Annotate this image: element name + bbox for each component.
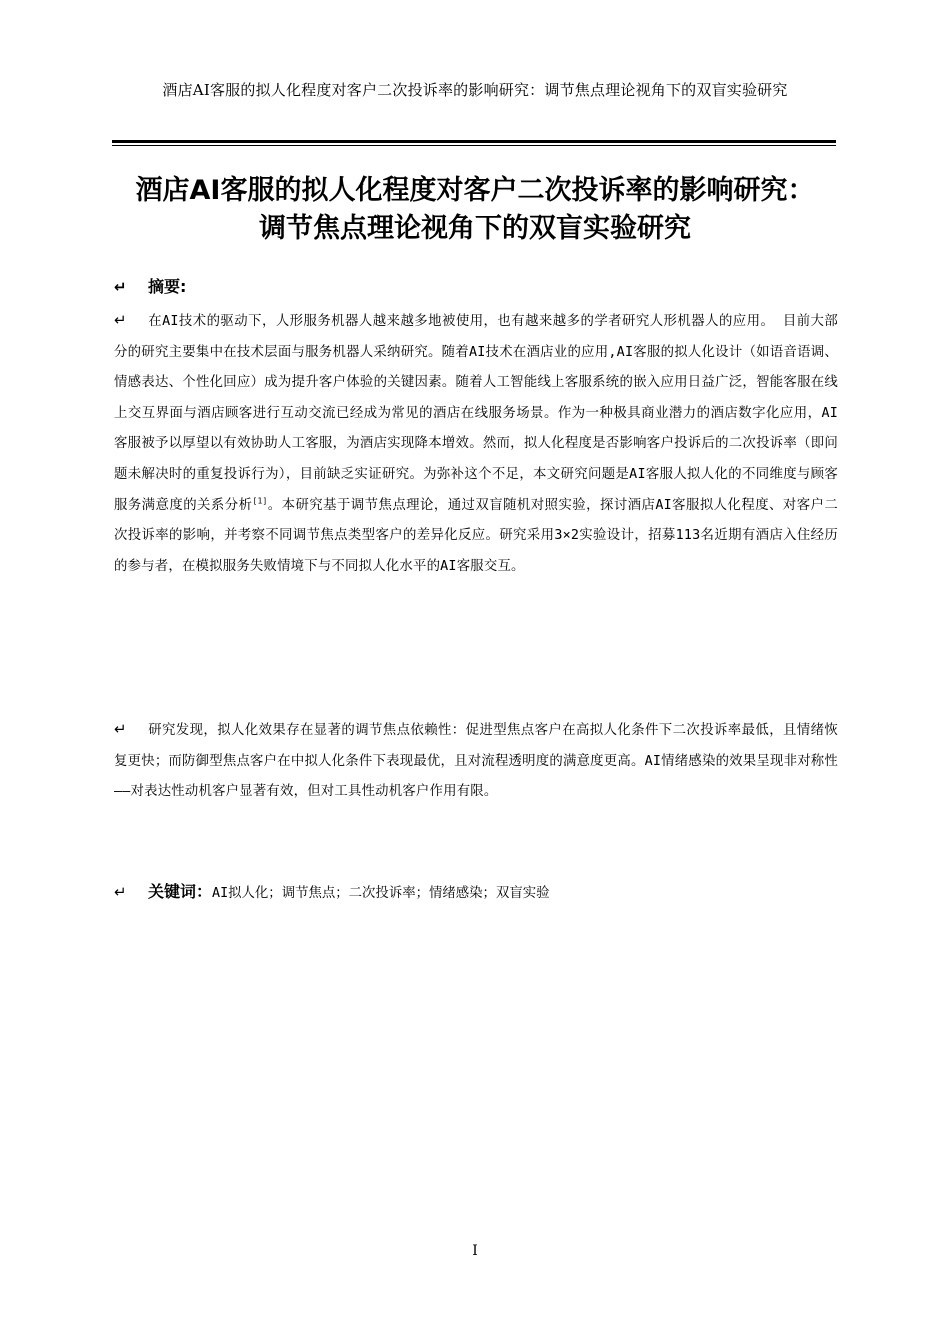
abstract-p1-text: 在AI技术的驱动下，人形服务机器人越来越多地被使用，也有越来越多的学者研究人形机器人的应用。 目前大部分的研究主要集中在技术层面与服务机器人采纳研究。随着AI技术在酒店业的应用,AI客服的拟人化设计（如语音语调、情感表达、个性化回应）成为提升客户体验的关键因素。随着人工智能线上客服系统的嵌入应用日益广泛，智能客服在线上交互界面与酒店顾客进行互动交流已经成为常见的酒店在线服务场景。作为一种极具商业潜力的酒店数字化应用，AI 客服被予以厚望以有效协助人工客服，为酒店实现降本增效。然而，拟人化程度是否影响客户投诉后的二次投诉率（即问题未解决时的重复投诉行为），目前缺乏实证研究。为弥补这个不足，本文研究问题是AI客服人拟人化的不同维度与顾客服务满意度的关系分析	[114, 314, 838, 513]
abstract-p1-text-after: 。本研究基于调节焦点理论，通过双盲随机对照实验，探讨酒店AI客服拟人化程度、对客户二次投诉率的影响，并考察不同调节焦点类型客户的差异化反应。研究采用3×2实验设计，招募113名近期有酒店入住经历的参与者，在模拟服务失败情境下与不同拟人化水平的AI客服交互。	[114, 497, 838, 574]
paper-title: 酒店AI客服的拟人化程度对客户二次投诉率的影响研究：调节焦点理论视角下的双盲实验研究	[135, 175, 815, 244]
paragraph-mark-icon: ↵	[114, 311, 127, 329]
abstract-paragraph-2	[114, 714, 838, 808]
citation-1[interactable]: [1]	[252, 496, 268, 506]
keywords-line	[114, 879, 550, 907]
page-number: I	[472, 1243, 478, 1259]
header-rule-thin	[112, 145, 836, 146]
abstract-heading	[114, 274, 186, 300]
header-rule-thick	[112, 140, 836, 143]
abstract-paragraph-1	[114, 305, 838, 582]
paragraph-mark-icon: ↵	[114, 278, 127, 296]
paragraph-mark-icon: ↵	[114, 720, 127, 738]
running-header: 酒店AI客服的拟人化程度对客户二次投诉率的影响研究：调节焦点理论视角下的双盲实验研究	[162, 81, 788, 99]
abstract-p2-text: 研究发现，拟人化效果存在显著的调节焦点依赖性：促进型焦点客户在高拟人化条件下二次投诉率最低，且情绪恢复更快；而防御型焦点客户在中拟人化条件下表现最优，且对流程透明度的满意度更高。AI情绪感染的效果呈现非对称性——对表达性动机客户显著有效，但对工具性动机客户作用有限。	[114, 723, 838, 800]
paragraph-mark-icon: ↵	[114, 883, 127, 901]
keywords-label: 关键词：	[148, 882, 213, 901]
abstract-heading-label: 摘要:	[148, 277, 187, 296]
keywords-text: AI拟人化；调节焦点；二次投诉率；情绪感染；双盲实验	[212, 886, 550, 901]
